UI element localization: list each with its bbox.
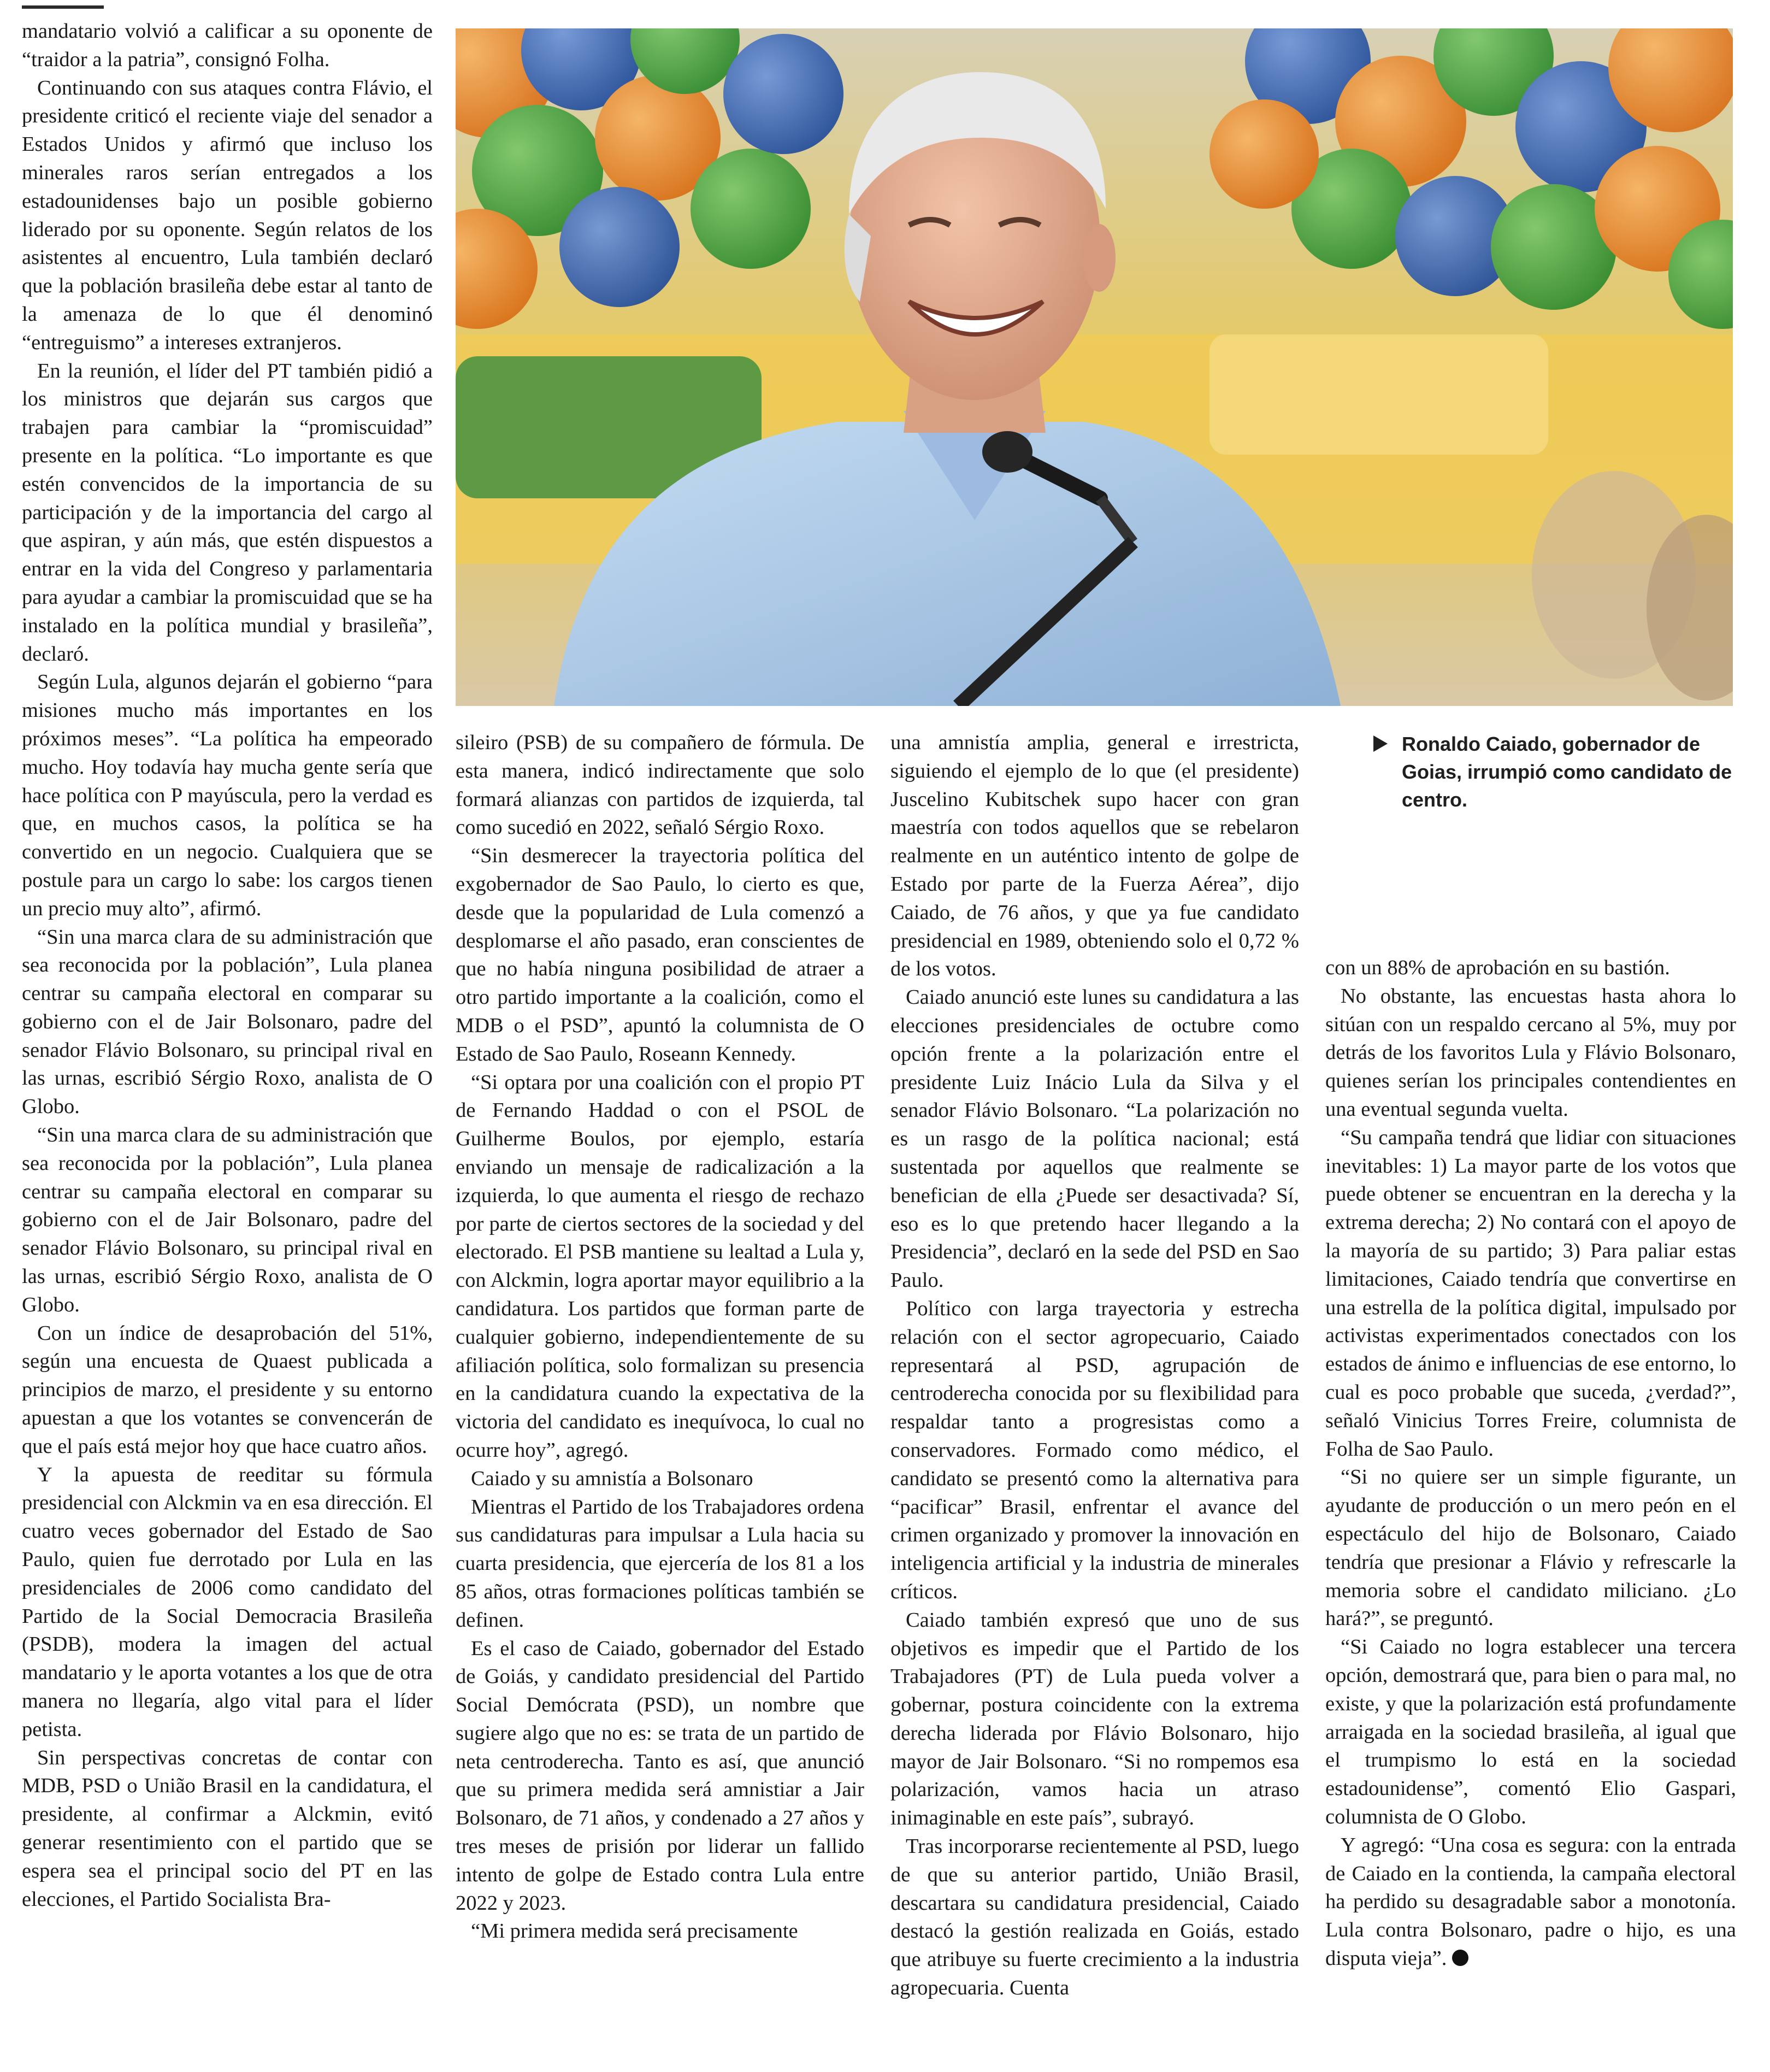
end-of-article-icon bbox=[1452, 1950, 1468, 1966]
paragraph: “Si Caiado no logra establecer una tercera opción, demostrará que, para bien o para mal, no existe, y que la polarización está profundamente arraigada en la sociedad brasileña, al igual que el trumpismo lo está en la sociedad estadounidense”, comentó Elio Gaspari, columnista de O Globo. bbox=[1325, 1635, 1736, 1828]
paragraph: Tras incorporarse recientemente al PSD, luego de que su anterior partido, União Brasil, descartara su candidatura presidencial, Caiado destacó la gestión realizada en Goiás, estado que atribuye su fuerte crecimiento a la industria agropecuaria. Cuenta bbox=[890, 1835, 1299, 2000]
paragraph: Continuando con sus ataques contra Flávio, el presidente criticó el reciente viaje del senador a Estados Unidos y afirmó que incluso los minerales raros serían entregados a los estadounidenses bajo un posible gobierno liderado por su oponente. Según relatos de los asistentes al encuentro, Lula también declaró que la población brasileña debe estar al tanto de la amenaza de lo que él denominó “entreguismo” a intereses extranjeros. bbox=[22, 76, 433, 354]
paragraph: Caiado también expresó que uno de sus objetivos es impedir que el Partido de los Trabajadores (PT) de Lula pueda volver a gobernar, postura coincidente con la extrema derecha liderada por Flávio Bolsonaro, hijo mayor de Jair Bolsonaro. “Si no rompemos esa polarización, vamos hacia un atraso inimaginable en este país”, subrayó. bbox=[890, 1608, 1299, 1830]
final-text: Y agregó: “Una cosa es segura: con la entrada de Caiado en la contienda, la campaña electoral ha perdido su desagradable sabor a monotonía. Lula contra Bolsonaro, padre o hijo, es una disputa vieja”. bbox=[1325, 1833, 1736, 1970]
photo-caption bbox=[1402, 730, 1735, 814]
article-column-1 bbox=[22, 17, 433, 1914]
paragraph: No obstante, las encuestas hasta ahora lo sitúan con un respaldo cercano al 5%, muy por detrás de los favoritos Lula y Flávio Bolsonaro, quienes serían los principales contendientes en una eventual segunda vuelta. bbox=[1325, 984, 1736, 1121]
paragraph: Según Lula, algunos dejarán el gobierno “para misiones mucho más importantes en los próximos meses”. “La política ha empeorado mucho. Hoy todavía hay mucha gente sería que hace política con P mayúscula, pero la verdad es que, en muchos casos, la política se ha convertido en un negocio. Cualquiera que se postule para un cargo lo sabe: los cargos tienen un precio muy alto”, afirmó. bbox=[22, 670, 433, 920]
paragraph: Es el caso de Caiado, gobernador del Estado de Goiás, y candidato presidencial del Partido Social Demócrata (PSD), un nombre que sugiere algo que no es: se trata de un partido de neta centroderecha. Tanto es así, que anunció que su primera medida será amnistiar a Jair Bolsonaro, de 71 años, y condenado a 27 años y tres meses de prisión por liderar un fallido intento de golpe de Estado contra Lula entre 2022 y 2023. bbox=[456, 1637, 864, 1915]
paragraph: “Su campaña tendrá que lidiar con situaciones inevitables: 1) La mayor parte de los votos que puede obtener se encuentran en la derecha y la extrema derecha; 2) No contará con el apoyo de la mayoría de su partido; 3) Para paliar estas limitaciones, Caiado tendría que convertirse en una estrella de la política digital, impulsado por activistas experimentados conectados con los estados de ánimo e influencias de ese entorno, lo cual es poco probable que suceda, ¿verdad?”, señaló Vinicius Torres Freire, columnista de Folha de Sao Paulo. bbox=[1325, 1126, 1736, 1461]
paragraph: Sin perspectivas concretas de contar con MDB, PSD o União Brasil en la candidatura, el presidente, al confirmar a Alckmin, evitó generar resentimiento con el partido que se espera sea el principal socio del PT en las elecciones, el Partido Socialista Bra- bbox=[22, 1746, 433, 1911]
paragraph: sileiro (PSB) de su compañero de fórmula. De esta manera, indicó indirectamente que solo formará alianzas con partidos de izquierda, tal como sucedió en 2022, señaló Sérgio Roxo. bbox=[456, 731, 864, 839]
caption-text: Ronaldo Caiado, gobernador de Goias, irrumpió como candidato de centro. bbox=[1402, 733, 1732, 811]
page-header-strip bbox=[0, 0, 1770, 10]
article-column-2 bbox=[456, 729, 864, 1946]
paragraph: una amnistía amplia, general e irrestricta, siguiendo el ejemplo de lo que (el presidente) Juscelino Kubitschek supo hacer con gran maestría con todos aquellos que se rebelaron realmente en un auténtico intento de golpe de Estado por parte de la Fuerza Aérea”, dijo Caiado, de 76 años, y que ya fue candidato presidencial en 1989, obteniendo solo el 0,72 % de los votos. bbox=[890, 731, 1299, 981]
subheading: Caiado y su amnistía a Bolsonaro bbox=[471, 1467, 753, 1490]
paragraph: “Sin una marca clara de su administración que sea reconocida por la población”, Lula planea centrar su campaña electoral en comparar su gobierno con el de Jair Bolsonaro, padre del senador Flávio Bolsonaro, su principal rival en las urnas, escribió Sérgio Roxo, analista de O Globo. bbox=[22, 1123, 433, 1316]
paragraph-final bbox=[1325, 1832, 1736, 1973]
paragraph: Con un índice de desaprobación del 51%, según una encuesta de Quaest publicada a principios de marzo, el presidente y su entorno apuestan a que los votantes se convencerán de que el país está mejor hoy que hace cuatro años. bbox=[22, 1321, 433, 1458]
paragraph: Y la apuesta de reeditar su fórmula presidencial con Alckmin va en esa dirección. El cuatro veces gobernador del Estado de Sao Paulo, quien fue derrotado por Lula en las presidenciales de 2006 como candidato del Partido de la Social Democracia Brasileña (PSDB), modera la imagen del actual mandatario y le aporta votantes a los que de otra manera no llegaría, algo vital para el líder petista. bbox=[22, 1463, 433, 1741]
paragraph: En la reunión, el líder del PT también pidió a los ministros que dejarán sus cargos que trabajen para cambiar la “promiscuidad” presente en la política. “Lo importante es que estén convencidos de la importancia de su participación y de la importancia del cargo al que aspiran, y aún más, que estén dispuestos a entrar en la vida del Congreso y parlamentaria para ayudar a cambiar la promiscuidad que se ha instalado en la política mundial y brasileña”, declaró. bbox=[22, 359, 433, 666]
paragraph: “Sin una marca clara de su administración que sea reconocida por la población”, Lula planea centrar su campaña electoral en comparar su gobierno con el de Jair Bolsonaro, padre del senador Flávio Bolsonaro, su principal rival en las urnas, escribió Sérgio Roxo, analista de O Globo. bbox=[22, 925, 433, 1119]
paragraph: mandatario volvió a calificar a su oponente de “traidor a la patria”, consignó Folha. bbox=[22, 20, 433, 71]
paragraph: con un 88% de aprobación en su bastión. bbox=[1325, 956, 1670, 979]
paragraph: “Sin desmerecer la trayectoria política del exgobernador de Sao Paulo, lo cierto es que, desde que la popularidad de Lula comenzó a desplomarse el año pasado, eran conscientes de que no había ninguna posibilidad de atraer a otro partido importante a la coalición, como el MDB o el PSD”, apuntó la columnista de O Estado de Sao Paulo, Roseann Kennedy. bbox=[456, 844, 864, 1066]
paragraph: “Mi primera medida será precisamente bbox=[471, 1920, 798, 1943]
paragraph: “Si no quiere ser un simple figurante, un ayudante de producción o un mero peón en el espectáculo del hijo de Bolsonaro, Caiado tendría que presionar a Flávio y refrescarle la memoria sobre el candidato miliciano. ¿Lo hará?”, se preguntó. bbox=[1325, 1465, 1736, 1630]
triangle-bullet-icon bbox=[1373, 735, 1388, 752]
article-column-4 bbox=[1325, 954, 1736, 1973]
section-mark bbox=[22, 0, 104, 9]
article-column-3 bbox=[890, 729, 1299, 2003]
article-photo bbox=[456, 28, 1733, 706]
paragraph: Político con larga trayectoria y estrecha relación con el sector agropecuario, Caiado representará al PSD, agrupación de centroderecha conocida por su flexibilidad para respaldar tanto a progresistas como a conservadores. Formado como médico, el candidato se presentó como la alternativa para “pacificar” Brasil, enfrentar el avance del crimen organizado y promover la innovación en inteligencia artificial y la industria de minerales críticos. bbox=[890, 1297, 1299, 1603]
paragraph: Caiado anunció este lunes su candidatura a las elecciones presidenciales de octubre como opción frente a la polarización entre el presidente Luiz Inácio Lula da Silva y el senador Flávio Bolsonaro. “La polarización no es un rasgo de la política nacional; está sustentada por aquellos que realmente se benefician de ella ¿Puede ser desactivada? Sí, eso es lo que pretendo hacer llegando a la Presidencia”, declaró en la sede del PSD en Sao Paulo. bbox=[890, 986, 1299, 1292]
paragraph: Mientras el Partido de los Trabajadores ordena sus candidaturas para impulsar a Lula hacia su cuarta presidencia, que ejercería de los 81 a los 85 años, otras formaciones políticas también se definen. bbox=[456, 1495, 864, 1632]
paragraph: “Si optara por una coalición con el propio PT de Fernando Haddad o con el PSOL de Guilherme Boulos, por ejemplo, estaría enviando un mensaje de radicalización a la izquierda, lo que aumenta el riesgo de rechazo por parte de ciertos sectores de la sociedad y del electorado. El PSB mantiene su lealtad a Lula y, con Alckmin, logra aportar mayor equilibrio a la candidatura. Los partidos que forman parte de cualquier gobierno, independientemente de su afiliación política, solo formalizan su presencia en la candidatura cuando la expectativa de la victoria del candidato es inequívoca, lo cual no ocurre hoy”, agregó. bbox=[456, 1070, 864, 1462]
photo-of-speaker-icon bbox=[456, 28, 1733, 706]
